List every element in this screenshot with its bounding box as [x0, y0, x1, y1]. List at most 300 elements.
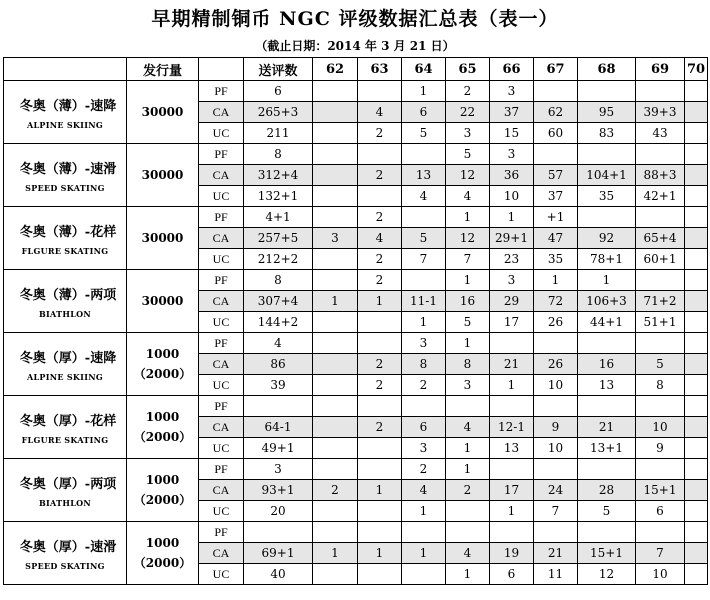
grade-type: CA	[199, 165, 244, 186]
grade-count-68: 16	[578, 354, 636, 375]
grade-count-64: 6	[402, 102, 446, 123]
grade-count-63: 2	[358, 249, 402, 270]
grade-type: PF	[199, 144, 244, 165]
grade-count-63: 1	[358, 543, 402, 564]
coin-name-cell	[4, 207, 127, 270]
grade-count-63	[358, 144, 402, 165]
coin-name-en: FLGURE SKATING	[21, 434, 109, 445]
grade-count-67	[534, 333, 578, 354]
header-row	[4, 58, 708, 81]
grade-count-69: 51+1	[636, 312, 685, 333]
submitted-count: 265+3	[244, 102, 313, 123]
grade-count-67	[534, 396, 578, 417]
grade-count-65: 5	[446, 312, 490, 333]
issue-quantity	[127, 396, 199, 459]
grade-count-69	[636, 333, 685, 354]
grade-count-70	[685, 417, 708, 438]
header-grade-63: 63	[358, 58, 402, 81]
cutoff-date: （截止日期：2014 年 3 月 21 日）	[255, 39, 455, 53]
grade-count-65: 7	[446, 249, 490, 270]
grade-type: PF	[199, 459, 244, 480]
grade-count-64: 2	[402, 459, 446, 480]
submitted-count: 8	[244, 270, 313, 291]
grade-count-64: 1	[402, 543, 446, 564]
grade-count-65: 4	[446, 186, 490, 207]
grade-type: CA	[199, 291, 244, 312]
grade-count-66: 17	[490, 312, 534, 333]
grade-count-63	[358, 333, 402, 354]
header-grade-64: 64	[402, 58, 446, 81]
coin-name-en: ALPINE SKIING	[26, 371, 104, 382]
grade-count-68: 104+1	[578, 165, 636, 186]
grade-count-64	[402, 207, 446, 228]
grade-type: UC	[199, 312, 244, 333]
grade-count-62: 3	[313, 228, 358, 249]
grade-count-63	[358, 459, 402, 480]
grade-count-70	[685, 228, 708, 249]
coin-name-cell	[4, 333, 127, 396]
issue-quantity-line: （2000）	[133, 367, 192, 381]
coin-name-cell	[4, 81, 127, 144]
grade-count-70	[685, 333, 708, 354]
issue-quantity-line: 1000	[145, 410, 180, 424]
grade-count-65: 1	[446, 564, 490, 585]
grade-count-64: 8	[402, 354, 446, 375]
grade-count-67: 11	[534, 564, 578, 585]
grade-count-69: 60+1	[636, 249, 685, 270]
grade-type: UC	[199, 501, 244, 522]
grade-count-70	[685, 291, 708, 312]
grade-count-70	[685, 249, 708, 270]
grade-count-63	[358, 186, 402, 207]
issue-quantity-line: 30000	[141, 231, 184, 245]
submitted-count: 312+4	[244, 165, 313, 186]
grade-count-69: 39+3	[636, 102, 685, 123]
grade-count-67: 21	[534, 543, 578, 564]
grade-count-65: 12	[446, 165, 490, 186]
grade-count-66: 29+1	[490, 228, 534, 249]
grade-count-66: 6	[490, 564, 534, 585]
grade-count-70	[685, 312, 708, 333]
grade-count-63: 2	[358, 165, 402, 186]
grade-count-68: 35	[578, 186, 636, 207]
issue-quantity-line: 1000	[145, 473, 180, 487]
table-row	[4, 144, 708, 165]
submitted-count: 132+1	[244, 186, 313, 207]
issue-quantity	[127, 459, 199, 522]
grade-count-66	[490, 459, 534, 480]
grade-count-62	[313, 81, 358, 102]
grade-count-68	[578, 459, 636, 480]
submitted-count: 211	[244, 123, 313, 144]
grade-count-70	[685, 480, 708, 501]
submitted-count	[244, 522, 313, 543]
grade-count-68: 21	[578, 417, 636, 438]
grade-type: UC	[199, 375, 244, 396]
grade-count-67: 72	[534, 291, 578, 312]
issue-quantity	[127, 333, 199, 396]
submitted-count: 257+5	[244, 228, 313, 249]
grade-count-62	[313, 501, 358, 522]
grade-type: PF	[199, 333, 244, 354]
grade-count-64: 4	[402, 480, 446, 501]
grade-count-64: 7	[402, 249, 446, 270]
grade-count-68: 78+1	[578, 249, 636, 270]
grade-count-62	[313, 123, 358, 144]
grade-count-63: 2	[358, 354, 402, 375]
grade-count-62	[313, 396, 358, 417]
header-grade-70: 70	[685, 58, 708, 81]
grade-count-62	[313, 375, 358, 396]
grade-count-65: 2	[446, 480, 490, 501]
grade-count-62	[313, 522, 358, 543]
grade-count-65: 3	[446, 375, 490, 396]
coin-name-cell	[4, 522, 127, 585]
grade-count-62	[313, 186, 358, 207]
grade-count-68	[578, 396, 636, 417]
grade-count-62	[313, 459, 358, 480]
table-row	[4, 522, 708, 543]
grade-count-62	[313, 102, 358, 123]
grade-count-63	[358, 396, 402, 417]
grade-count-67: 7	[534, 501, 578, 522]
coin-name-en: SPEED SKATING	[25, 182, 105, 193]
grade-count-69: 10	[636, 417, 685, 438]
table-row	[4, 207, 708, 228]
submitted-count	[244, 396, 313, 417]
header-name-cell	[4, 58, 127, 81]
grade-count-66	[490, 333, 534, 354]
grade-count-66: 3	[490, 81, 534, 102]
grade-count-70	[685, 522, 708, 543]
grade-count-64	[402, 396, 446, 417]
submitted-count: 69+1	[244, 543, 313, 564]
grade-count-70	[685, 81, 708, 102]
grade-count-69	[636, 396, 685, 417]
grade-count-68: 13+1	[578, 438, 636, 459]
submitted-count: 4	[244, 333, 313, 354]
grade-count-70	[685, 354, 708, 375]
grade-count-70	[685, 501, 708, 522]
grade-count-64: 1	[402, 312, 446, 333]
grade-count-62: 1	[313, 543, 358, 564]
grade-count-70	[685, 375, 708, 396]
grade-count-69: 6	[636, 501, 685, 522]
coin-name-cn: 冬奥（厚）-速滑	[19, 539, 117, 555]
grade-count-64: 1	[402, 81, 446, 102]
issue-quantity	[127, 270, 199, 333]
grade-count-64: 5	[402, 228, 446, 249]
grade-type: UC	[199, 186, 244, 207]
grade-count-62	[313, 438, 358, 459]
grade-count-67: 57	[534, 165, 578, 186]
grade-count-69: 15+1	[636, 480, 685, 501]
grade-count-68	[578, 207, 636, 228]
grade-count-64	[402, 522, 446, 543]
grade-count-68: 28	[578, 480, 636, 501]
grade-count-63: 1	[358, 480, 402, 501]
grade-count-65: 22	[446, 102, 490, 123]
grade-count-63: 1	[358, 291, 402, 312]
grade-count-62: 1	[313, 291, 358, 312]
coin-name-cell	[4, 144, 127, 207]
grade-count-69: 65+4	[636, 228, 685, 249]
header-grade-66: 66	[490, 58, 534, 81]
header-grade-69: 69	[636, 58, 685, 81]
grade-count-69	[636, 522, 685, 543]
grade-count-66: 19	[490, 543, 534, 564]
grade-count-67: 9	[534, 417, 578, 438]
grade-count-69: 9	[636, 438, 685, 459]
issue-quantity-line: 30000	[141, 105, 184, 119]
grade-count-64: 3	[402, 438, 446, 459]
grade-count-68: 44+1	[578, 312, 636, 333]
grade-count-67: 10	[534, 438, 578, 459]
grade-count-66: 3	[490, 270, 534, 291]
coin-name-cn: 冬奥（薄）-速降	[19, 98, 117, 114]
grade-count-63: 2	[358, 417, 402, 438]
grade-count-63: 2	[358, 207, 402, 228]
grade-type: CA	[199, 480, 244, 501]
grade-count-67: 62	[534, 102, 578, 123]
grade-count-69: 42+1	[636, 186, 685, 207]
grade-count-67: 1	[534, 270, 578, 291]
grade-count-65: 4	[446, 543, 490, 564]
grade-count-66: 1	[490, 207, 534, 228]
issue-quantity	[127, 522, 199, 585]
grade-count-67	[534, 81, 578, 102]
grade-count-67: +1	[534, 207, 578, 228]
grade-count-65: 16	[446, 291, 490, 312]
grade-type: CA	[199, 228, 244, 249]
grade-count-66	[490, 396, 534, 417]
submitted-count: 93+1	[244, 480, 313, 501]
grade-count-64: 3	[402, 333, 446, 354]
grade-count-66: 1	[490, 375, 534, 396]
grade-count-62	[313, 312, 358, 333]
submitted-count: 8	[244, 144, 313, 165]
coin-name-cn: 冬奥（厚）-两项	[19, 476, 117, 492]
grade-count-62: 2	[313, 480, 358, 501]
coin-name-en: ALPINE SKIING	[26, 119, 104, 130]
submitted-count: 86	[244, 354, 313, 375]
coin-name-cell	[4, 459, 127, 522]
grade-count-70	[685, 144, 708, 165]
submitted-count: 3	[244, 459, 313, 480]
grade-count-66: 17	[490, 480, 534, 501]
grade-count-65: 1	[446, 333, 490, 354]
header-grade-67: 67	[534, 58, 578, 81]
grade-count-69: 88+3	[636, 165, 685, 186]
issue-quantity	[127, 144, 199, 207]
grade-count-67: 26	[534, 312, 578, 333]
grade-count-67: 26	[534, 354, 578, 375]
grade-count-64: 2	[402, 375, 446, 396]
page-title: 早期精制铜币 NGC 评级数据汇总表（表一）	[151, 8, 559, 30]
grade-type: CA	[199, 417, 244, 438]
coin-name-cell	[4, 270, 127, 333]
grade-count-65	[446, 501, 490, 522]
grade-count-70	[685, 438, 708, 459]
grade-count-65: 1	[446, 459, 490, 480]
grade-count-64: 11-1	[402, 291, 446, 312]
grade-count-62	[313, 564, 358, 585]
grade-type: PF	[199, 396, 244, 417]
grade-type: UC	[199, 249, 244, 270]
grade-type: UC	[199, 123, 244, 144]
coin-name-cn: 冬奥（薄）-两项	[19, 287, 117, 303]
grade-count-62	[313, 354, 358, 375]
grade-count-63: 4	[358, 228, 402, 249]
grade-count-66: 13	[490, 438, 534, 459]
grade-count-69: 5	[636, 354, 685, 375]
grade-count-64: 1	[402, 501, 446, 522]
grade-count-70	[685, 102, 708, 123]
grade-count-65	[446, 396, 490, 417]
grade-count-67	[534, 522, 578, 543]
grade-count-63: 2	[358, 270, 402, 291]
grade-count-66: 1	[490, 501, 534, 522]
submitted-count: 64-1	[244, 417, 313, 438]
table-row	[4, 396, 708, 417]
header-grade-68: 68	[578, 58, 636, 81]
grade-count-67: 37	[534, 186, 578, 207]
grade-count-70	[685, 543, 708, 564]
grade-count-62	[313, 249, 358, 270]
grade-count-67: 35	[534, 249, 578, 270]
grade-count-69	[636, 81, 685, 102]
issue-quantity-line: （2000）	[133, 556, 192, 570]
issue-quantity-line: 1000	[145, 536, 180, 550]
grade-count-62	[313, 207, 358, 228]
grade-count-69: 8	[636, 375, 685, 396]
grade-count-64: 13	[402, 165, 446, 186]
header-issue: 发行量	[127, 58, 199, 81]
grade-count-68	[578, 81, 636, 102]
coin-name-cn: 冬奥（薄）-花样	[19, 224, 117, 240]
grade-count-70	[685, 165, 708, 186]
grade-count-69	[636, 459, 685, 480]
issue-quantity-line: （2000）	[133, 493, 192, 507]
grade-count-68	[578, 333, 636, 354]
table-row	[4, 270, 708, 291]
coin-name-en: FLGURE SKATING	[21, 245, 109, 256]
grade-count-63	[358, 81, 402, 102]
grade-count-63: 2	[358, 123, 402, 144]
coin-name-cell	[4, 396, 127, 459]
grade-count-67	[534, 144, 578, 165]
grade-count-64: 4	[402, 186, 446, 207]
grade-count-64	[402, 144, 446, 165]
grade-count-68: 83	[578, 123, 636, 144]
grade-count-66: 12-1	[490, 417, 534, 438]
grade-count-67: 60	[534, 123, 578, 144]
coin-name-cn: 冬奥（薄）-速滑	[19, 161, 117, 177]
grade-count-70	[685, 564, 708, 585]
coin-name-en: BIATHLON	[38, 497, 92, 508]
grade-count-69	[636, 144, 685, 165]
grade-count-69: 43	[636, 123, 685, 144]
grade-count-64	[402, 270, 446, 291]
grade-count-69: 7	[636, 543, 685, 564]
grade-count-63	[358, 312, 402, 333]
grade-count-68: 5	[578, 501, 636, 522]
grade-count-63: 4	[358, 102, 402, 123]
grade-type: UC	[199, 438, 244, 459]
table-row	[4, 459, 708, 480]
grade-count-65: 4	[446, 417, 490, 438]
grading-table	[3, 57, 708, 585]
grade-count-66: 21	[490, 354, 534, 375]
submitted-count: 144+2	[244, 312, 313, 333]
grade-count-70	[685, 123, 708, 144]
grade-count-62	[313, 270, 358, 291]
grade-count-70	[685, 459, 708, 480]
header-submitted: 送评数	[244, 58, 313, 81]
grade-count-62	[313, 165, 358, 186]
grade-count-70	[685, 396, 708, 417]
grade-count-64: 6	[402, 417, 446, 438]
coin-name-en: SPEED SKATING	[25, 560, 105, 571]
grade-count-70	[685, 270, 708, 291]
grade-count-65: 1	[446, 438, 490, 459]
grade-count-63	[358, 438, 402, 459]
submitted-count: 6	[244, 81, 313, 102]
table-row	[4, 81, 708, 102]
grade-count-63	[358, 522, 402, 543]
grade-type: PF	[199, 81, 244, 102]
header-grade-62: 62	[313, 58, 358, 81]
grade-count-65: 12	[446, 228, 490, 249]
issue-quantity-line: （2000）	[133, 430, 192, 444]
grade-count-62	[313, 144, 358, 165]
coin-name-cn: 冬奥（厚）-花样	[19, 413, 117, 429]
grade-count-67	[534, 459, 578, 480]
grade-type: CA	[199, 354, 244, 375]
submitted-count: 49+1	[244, 438, 313, 459]
grade-count-68: 13	[578, 375, 636, 396]
table-row	[4, 333, 708, 354]
grade-count-66: 3	[490, 144, 534, 165]
grade-type: CA	[199, 102, 244, 123]
grade-count-64	[402, 564, 446, 585]
grade-count-69: 10	[636, 564, 685, 585]
grade-count-68: 95	[578, 102, 636, 123]
grade-count-69: 71+2	[636, 291, 685, 312]
grade-count-62	[313, 333, 358, 354]
issue-quantity-line: 1000	[145, 347, 180, 361]
grade-count-66: 36	[490, 165, 534, 186]
grade-count-66: 37	[490, 102, 534, 123]
grade-count-67: 24	[534, 480, 578, 501]
grade-type: CA	[199, 543, 244, 564]
grade-count-63	[358, 501, 402, 522]
grade-count-67: 47	[534, 228, 578, 249]
submitted-count: 20	[244, 501, 313, 522]
grade-count-65: 8	[446, 354, 490, 375]
grade-count-70	[685, 207, 708, 228]
grade-count-63: 2	[358, 375, 402, 396]
grade-count-65: 3	[446, 123, 490, 144]
grade-count-62	[313, 417, 358, 438]
grade-count-68: 106+3	[578, 291, 636, 312]
grade-type: PF	[199, 270, 244, 291]
grade-type: PF	[199, 207, 244, 228]
grade-count-65: 1	[446, 207, 490, 228]
grade-count-63	[358, 564, 402, 585]
submitted-count: 307+4	[244, 291, 313, 312]
grade-count-64: 5	[402, 123, 446, 144]
